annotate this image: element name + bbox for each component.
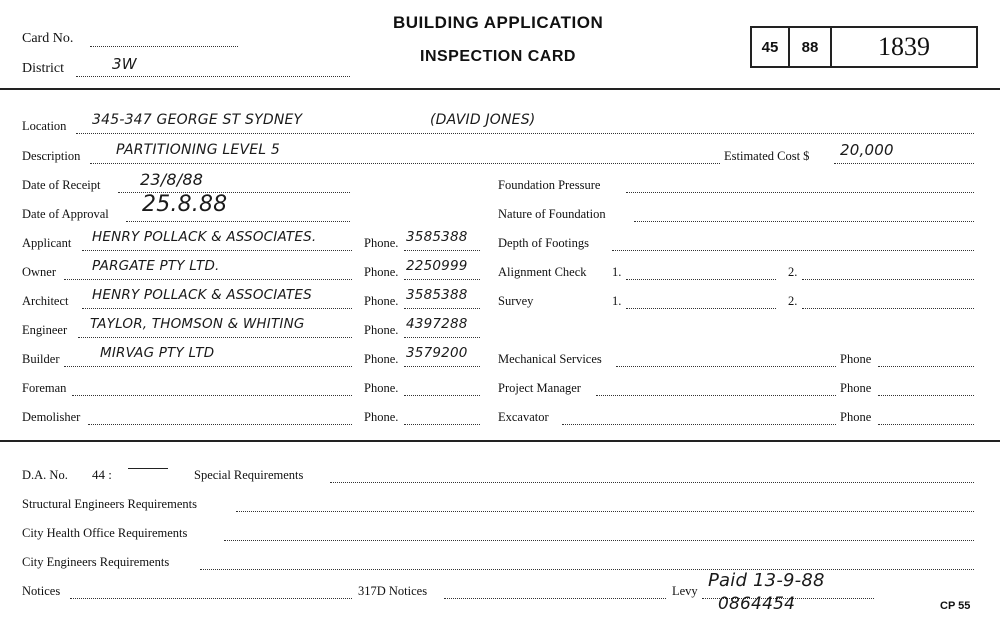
depth-of-footings-label: Depth of Footings (498, 236, 589, 250)
mechanical-services-label: Mechanical Services (498, 352, 602, 366)
location-label: Location (22, 119, 67, 133)
section-divider (0, 440, 1000, 442)
builder-label: Builder (22, 352, 60, 366)
foreman-phone-label: Phone. (364, 381, 399, 395)
builder-phone-label: Phone. (364, 352, 399, 366)
district-line[interactable] (76, 76, 350, 77)
location-line[interactable] (76, 133, 974, 134)
city-health-office-requirements-label: City Health Office Requirements (22, 526, 188, 540)
foreman-label: Foreman (22, 381, 67, 395)
engineer-phone-line[interactable] (404, 337, 480, 338)
date-of-receipt-label: Date of Receipt (22, 178, 101, 192)
special-requirements-line[interactable] (330, 482, 974, 483)
da-no-value: 44 : (92, 467, 112, 482)
architect-phone-label: Phone. (364, 294, 399, 308)
project-manager-label: Project Manager (498, 381, 581, 395)
notices-317d-label: 317D Notices (358, 584, 428, 598)
nature-of-foundation-line[interactable] (634, 221, 974, 222)
district-label: District (22, 61, 64, 76)
date-of-approval-value: 25.8.88 (142, 192, 228, 217)
demolisher-label: Demolisher (22, 410, 81, 424)
engineer-phone-value: 4397288 (406, 316, 468, 332)
city-engineers-requirements-line[interactable] (200, 569, 974, 570)
mechanical-services-line[interactable] (616, 366, 836, 367)
date-of-approval-line[interactable] (126, 221, 350, 222)
owner-phone-label: Phone. (364, 265, 399, 279)
city-health-office-requirements-line[interactable] (224, 540, 974, 541)
location-value: 345-347 GEORGE ST SYDNEY (92, 112, 303, 128)
excavator-phone-line[interactable] (878, 424, 974, 425)
header-divider (0, 88, 1000, 90)
description-line[interactable] (90, 163, 720, 164)
estimated-cost-line[interactable] (834, 163, 974, 164)
district-value: 3W (112, 55, 137, 73)
builder-phone-value: 3579200 (406, 345, 468, 361)
card-number-cell-2: 88 (790, 28, 832, 66)
excavator-line[interactable] (562, 424, 836, 425)
applicant-label: Applicant (22, 236, 72, 250)
owner-phone-line[interactable] (404, 279, 480, 280)
project-manager-line[interactable] (596, 395, 836, 396)
estimated-cost-label: Estimated Cost $ (724, 149, 810, 163)
demolisher-line[interactable] (88, 424, 352, 425)
city-engineers-requirements-label: City Engineers Requirements (22, 555, 170, 569)
survey-1-label: 1. (612, 294, 622, 308)
architect-label: Architect (22, 294, 69, 308)
levy-ref-value: 0864454 (718, 594, 796, 614)
survey-2-label: 2. (788, 294, 798, 308)
form-title-line2: INSPECTION CARD (420, 48, 576, 65)
applicant-phone-value: 3585388 (406, 229, 468, 245)
excavator-label: Excavator (498, 410, 549, 424)
demolisher-phone-label: Phone. (364, 410, 399, 424)
architect-value: HENRY POLLACK & ASSOCIATES (92, 287, 312, 303)
architect-phone-line[interactable] (404, 308, 480, 309)
date-of-approval-label: Date of Approval (22, 207, 109, 221)
applicant-value: HENRY POLLACK & ASSOCIATES. (92, 229, 317, 245)
alignment-check-1-line[interactable] (626, 279, 776, 280)
form-code: CP 55 (940, 600, 971, 612)
applicant-phone-label: Phone. (364, 236, 399, 250)
estimated-cost-value: 20,000 (840, 141, 894, 159)
demolisher-phone-line[interactable] (404, 424, 480, 425)
structural-engineers-requirements-label: Structural Engineers Requirements (22, 497, 197, 511)
levy-paid-value: Paid 13-9-88 (708, 570, 825, 591)
alignment-check-2-line[interactable] (802, 279, 974, 280)
depth-of-footings-line[interactable] (612, 250, 974, 251)
notices-line[interactable] (70, 598, 352, 599)
mechanical-services-phone-line[interactable] (878, 366, 974, 367)
builder-line[interactable] (64, 366, 352, 367)
builder-value: MIRVAG PTY LTD (100, 345, 215, 361)
architect-line[interactable] (82, 308, 352, 309)
owner-value: PARGATE PTY LTD. (92, 258, 220, 274)
project-manager-phone-label: Phone (840, 381, 872, 395)
notices-317d-line[interactable] (444, 598, 666, 599)
project-manager-phone-line[interactable] (878, 395, 974, 396)
card-no-line[interactable] (90, 46, 238, 47)
levy-label: Levy (672, 584, 698, 598)
location-note: (DAVID JONES) (430, 112, 536, 128)
engineer-label: Engineer (22, 323, 68, 337)
applicant-phone-line[interactable] (404, 250, 480, 251)
owner-phone-value: 2250999 (406, 258, 468, 274)
applicant-line[interactable] (82, 250, 352, 251)
card-number-box (750, 26, 978, 68)
date-of-receipt-value: 23/8/88 (140, 170, 204, 189)
form-title-line1: BUILDING APPLICATION (393, 13, 604, 32)
survey-1-line[interactable] (626, 308, 776, 309)
card-number-cell-1: 45 (752, 28, 790, 66)
engineer-value: TAYLOR, THOMSON & WHITING (90, 316, 305, 332)
da-no-label: D.A. No. (22, 468, 68, 482)
card-no-label: Card No. (22, 31, 74, 46)
alignment-check-2-label: 2. (788, 265, 798, 279)
da-no-dash (128, 468, 168, 469)
special-requirements-label: Special Requirements (194, 468, 304, 482)
owner-label: Owner (22, 265, 57, 279)
nature-of-foundation-label: Nature of Foundation (498, 207, 606, 221)
foundation-pressure-label: Foundation Pressure (498, 178, 601, 192)
foreman-line[interactable] (72, 395, 352, 396)
foreman-phone-line[interactable] (404, 395, 480, 396)
excavator-phone-label: Phone (840, 410, 872, 424)
structural-engineers-requirements-line[interactable] (236, 511, 974, 512)
architect-phone-value: 3585388 (406, 287, 468, 303)
alignment-check-label: Alignment Check (498, 265, 587, 279)
alignment-check-1-label: 1. (612, 265, 622, 279)
card-number-value: 1839 (878, 32, 930, 61)
survey-label: Survey (498, 294, 534, 308)
description-value: PARTITIONING LEVEL 5 (116, 142, 281, 158)
foundation-pressure-line[interactable] (626, 192, 974, 193)
engineer-line[interactable] (78, 337, 352, 338)
description-label: Description (22, 149, 81, 163)
engineer-phone-label: Phone. (364, 323, 399, 337)
builder-phone-line[interactable] (404, 366, 480, 367)
notices-label: Notices (22, 584, 61, 598)
survey-2-line[interactable] (802, 308, 974, 309)
mechanical-services-phone-label: Phone (840, 352, 872, 366)
owner-line[interactable] (64, 279, 352, 280)
